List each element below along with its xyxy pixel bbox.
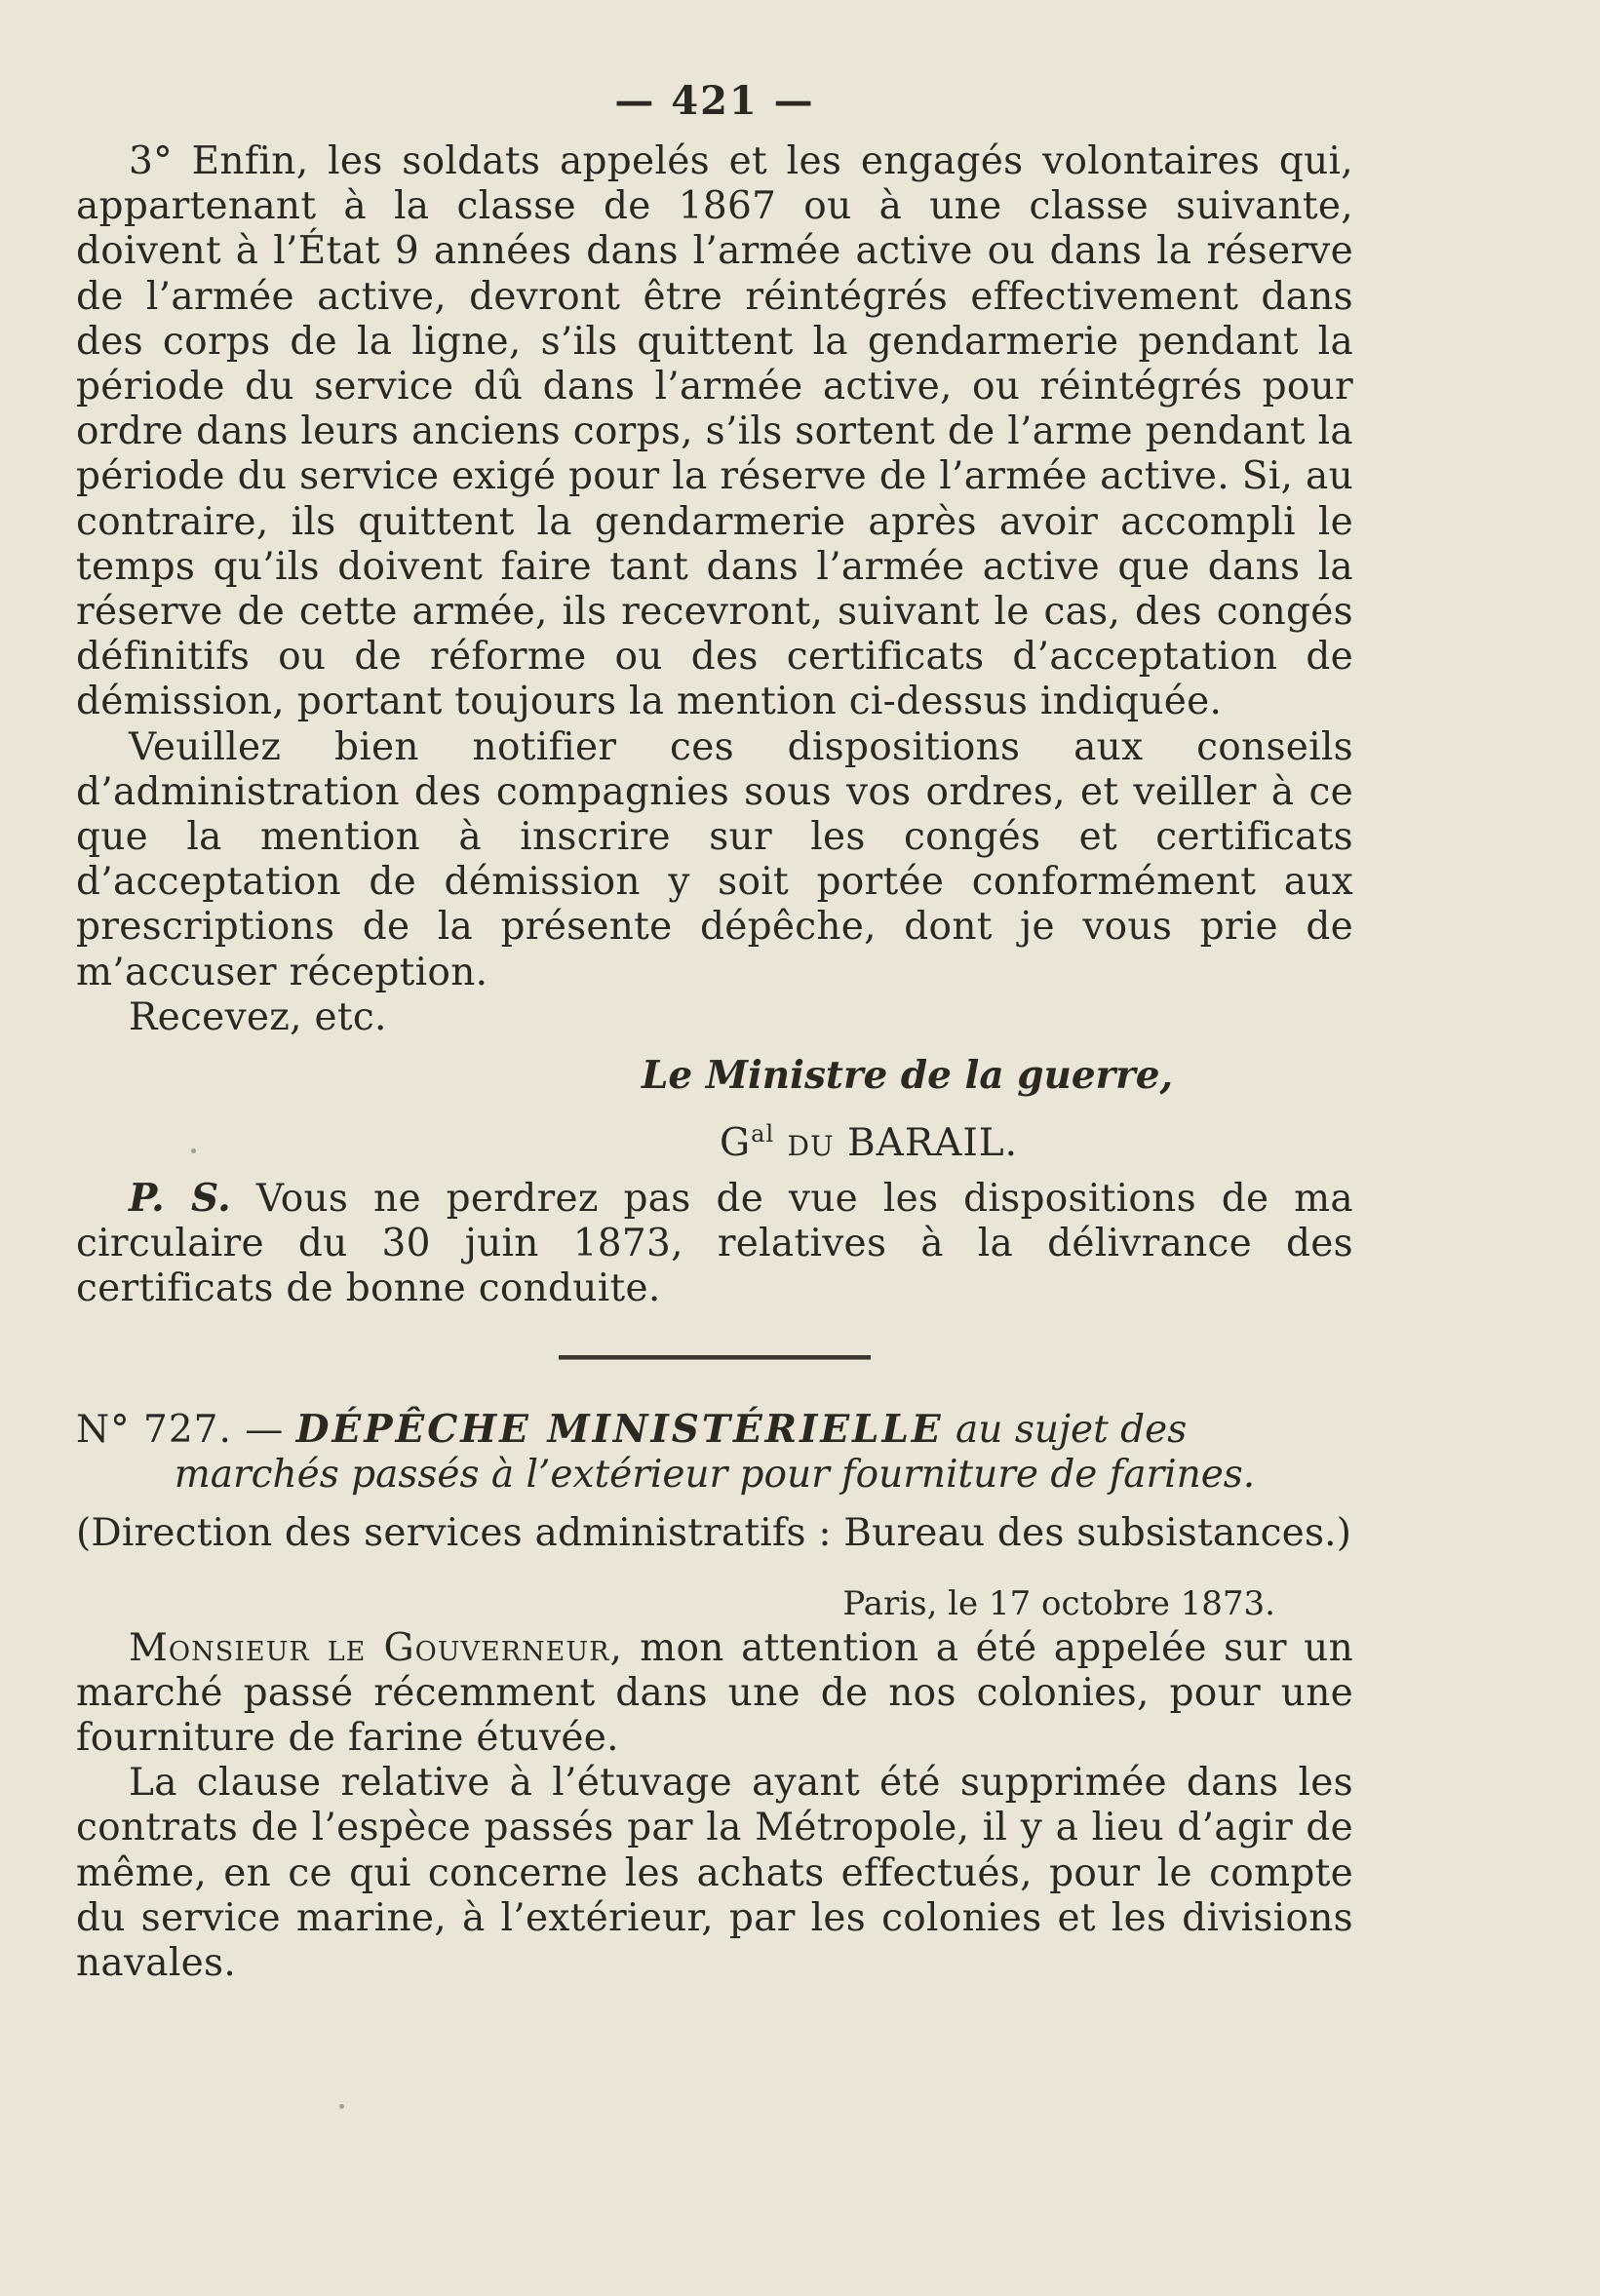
postscript-label: P. S. bbox=[129, 1176, 231, 1222]
dateline: Paris, le 17 octobre 1873. bbox=[842, 1583, 1275, 1623]
letter2-paragraph-1-text: mon attention a été appelée sur un marché passé récemment dans une de nos colonies, pour une fourniture de farine étuvée. bbox=[76, 1625, 1354, 1761]
document-number: N° 727. — bbox=[76, 1407, 285, 1452]
document-subject-start: au sujet des bbox=[956, 1407, 1188, 1452]
signature-rank-superscript: al bbox=[751, 1120, 775, 1148]
paper-speck bbox=[339, 2104, 344, 2109]
salutation: Monsieur le Gouverneur, bbox=[129, 1625, 623, 1670]
signature-name: BARAIL. bbox=[847, 1121, 1019, 1166]
section-divider bbox=[559, 1355, 871, 1360]
signature-title: Le Ministre de la guerre, bbox=[642, 1053, 1174, 1099]
postscript bbox=[76, 1176, 1353, 1312]
letter1-paragraph-2: Veuillez bien notifier ces dispositions aux conseils d’administration des compagnies sous vos ordres, et veiller à ce que la mention à inscrire sur les congés et certificats d’acceptation de démission y soit portée conformément aux prescriptions de la présente dépêche, dont je vous prie de m’accuser réception. bbox=[76, 724, 1353, 994]
signature-rank: G bbox=[720, 1121, 752, 1166]
letter1-closing: Recevez, etc. bbox=[129, 994, 387, 1039]
document-heading bbox=[76, 1407, 1353, 1453]
document-subject-continued: marchés passés à l’extérieur pour fourniture de farines. bbox=[174, 1452, 1256, 1497]
paper-speck bbox=[191, 1148, 196, 1153]
direction-line: (Direction des services administratifs : Bureau des subsistances.) bbox=[76, 1510, 1352, 1555]
document-title: DÉPÊCHE MINISTÉRIELLE bbox=[295, 1406, 944, 1452]
signature-name-line bbox=[720, 1105, 1353, 1176]
postscript-text: Vous ne perdrez pas de vue les dispositions de ma circulaire du 30 juin 1873, relatives à la délivrance des certificats de bonne conduite. bbox=[76, 1177, 1353, 1311]
document-page bbox=[76, 78, 1353, 1986]
letter2-paragraph-1 bbox=[76, 1626, 1353, 1762]
signature-block bbox=[642, 1046, 1353, 1176]
page-number: — 421 — bbox=[614, 78, 815, 124]
letter2-paragraph-2: La clause relative à l’étuvage ayant été supprimée dans les contrats de l’espèce passés par la Métropole, il y a lieu d’agir de même, en ce qui concerne les achats effectués, pour le compte du service marine, à l’extérieur, par les colonies et les divisions navales. bbox=[76, 1761, 1353, 1986]
letter1-paragraph-1: 3° Enfin, les soldats appelés et les engagés volontaires qui, appartenant à la classe de 1867 ou à une classe suivante, doivent à l’État 9 années dans l’armée active ou dans la réserve de l’armée active, devront être réintégrés effectivement dans des corps de la ligne, s’ils quittent la gendarmerie pendant la période du service dû dans l’armée active, ou réintégrés pour ordre dans leurs anciens corps, s’ils sortent de l’arme pendant la période du service exigé pour la réserve de l’armée active. Si, au contraire, ils quittent la gendarmerie après avoir accompli le temps qu’ils doivent faire tant dans l’armée active que dans la réserve de cette armée, ils recevront, suivant le cas, des congés définitifs ou de réforme ou des certificats d’acceptation de démission, portant toujours la mention ci-dessus indiquée. bbox=[76, 139, 1353, 724]
signature-particle: DU bbox=[787, 1130, 835, 1163]
